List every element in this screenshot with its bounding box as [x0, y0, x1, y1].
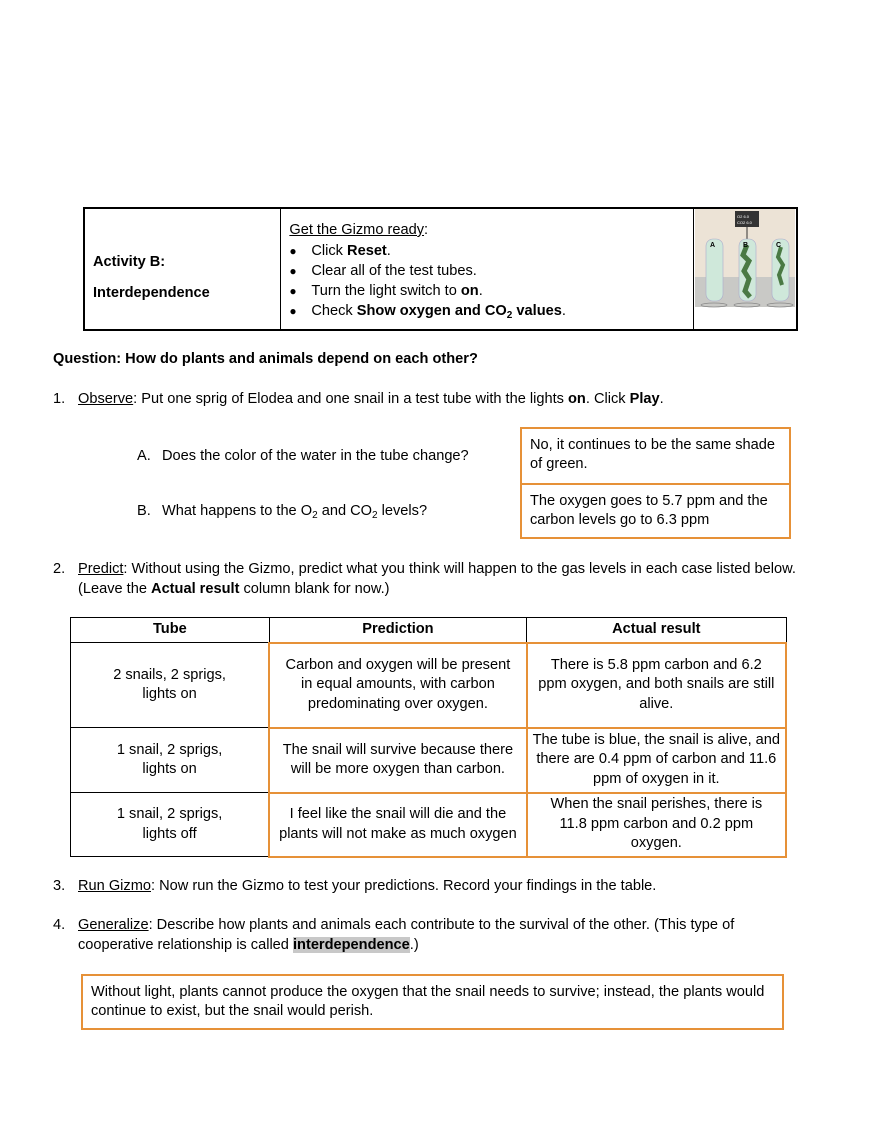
- prediction-cell[interactable]: The snail will survive because there will be more oxygen than carbon.: [269, 728, 526, 793]
- main-question: Question: How do plants and animals depend on each other?: [53, 351, 478, 367]
- tube-label-a: A: [710, 242, 716, 249]
- gizmo-ready-cell: Get the Gizmo ready: ● Click Reset. ● Clear all of the test tubes. ● Turn the light switch to on. ● Check Show oxygen and $CO_2$ values.: [281, 209, 694, 329]
- step: ● Check Show oxygen and $CO_2$ values.: [289, 301, 693, 321]
- step: ● Clear all of the test tubes.: [289, 261, 693, 281]
- q1b-question: What happens to the $O_2$ and $CO_2$ levels?: [162, 503, 428, 521]
- tube-label-c: C: [776, 242, 782, 249]
- activity-subtitle: Interdependence: [93, 285, 210, 301]
- table-row: [71, 728, 787, 793]
- q4-answer-box[interactable]: Without light, plants cannot produce the oxygen that the snail needs to survive; instead, the plants would continue to exist, but the snail would perish.: [81, 974, 784, 1030]
- prediction-cell[interactable]: Carbon and oxygen will be present in equal amounts, with carbon predominating over oxygen.: [269, 643, 526, 728]
- prediction-cell[interactable]: I feel like the snail will die and the plants will not make as much oxygen: [269, 793, 526, 857]
- q2-number: 2.: [53, 561, 66, 577]
- prediction-table: [70, 617, 787, 858]
- gizmo-test-tubes-image: [695, 209, 795, 313]
- readout-co2: CO2 6.0: [737, 220, 752, 225]
- q2-text: Predict: Without using the Gizmo, predict what you think will happen to the gas levels in each case listed below. (Leave the Actual result column blank for now.): [78, 561, 796, 597]
- q1a-answer-box[interactable]: No, it continues to be the same shade of green.: [520, 427, 791, 485]
- actual-result-cell[interactable]: The tube is blue, the snail is alive, and there are 0.4 ppm of carbon and 11.6 ppm of oxygen in it.: [527, 728, 786, 793]
- interdependence-highlight: interdependence: [292, 937, 410, 953]
- ready-steps: [289, 241, 693, 321]
- q4-number: 4.: [53, 917, 66, 933]
- tube-cell: 1 snail, 2 sprigs, lights off: [71, 793, 270, 857]
- q4-text: Generalize: Describe how plants and animals each contribute to the survival of the other. (This type of cooperative relationship is called interdependence.): [78, 917, 735, 953]
- header-prediction: Prediction: [269, 618, 526, 643]
- ready-heading: Get the Gizmo ready: [289, 222, 425, 238]
- actual-result-cell[interactable]: When the snail perishes, there is 11.8 ppm carbon and 0.2 ppm oxygen.: [527, 793, 786, 857]
- q3-text: Run Gizmo: Now run the Gizmo to test your predictions. Record your findings in the table.: [78, 878, 657, 894]
- tube-cell: 2 snails, 2 sprigs, lights on: [71, 643, 270, 728]
- actual-result-cell[interactable]: There is 5.8 ppm carbon and 6.2 ppm oxygen, and both snails are still alive.: [527, 643, 786, 728]
- table-row: [71, 643, 787, 728]
- q1-number: 1.: [53, 391, 66, 407]
- activity-title-cell: [85, 209, 281, 329]
- q3-number: 3.: [53, 878, 66, 894]
- table-row: [71, 793, 787, 857]
- table-header-row: [71, 618, 787, 643]
- readout-o2: O2 6.0: [737, 214, 750, 219]
- activity-header-table: [83, 207, 798, 331]
- header-actual-result: Actual result: [527, 618, 786, 643]
- q1a-question: Does the color of the water in the tube change?: [162, 448, 469, 464]
- header-tube: Tube: [71, 618, 270, 643]
- tube-label-b: B: [743, 242, 749, 249]
- q1b-answer-box[interactable]: The oxygen goes to 5.7 ppm and the carbon levels go to 6.3 ppm: [520, 483, 791, 539]
- q1-text: Observe: Put one sprig of Elodea and one snail in a test tube with the lights on. Click Play.: [78, 391, 664, 407]
- q1b-letter: B.: [137, 503, 151, 519]
- activity-title: Activity B:: [93, 254, 166, 270]
- tube-cell: 1 snail, 2 sprigs, lights on: [71, 728, 270, 793]
- gizmo-image-cell: [694, 209, 796, 329]
- q1a-letter: A.: [137, 448, 151, 464]
- step: ● Turn the light switch to on.: [289, 281, 693, 301]
- step: ● Click Reset.: [289, 241, 693, 261]
